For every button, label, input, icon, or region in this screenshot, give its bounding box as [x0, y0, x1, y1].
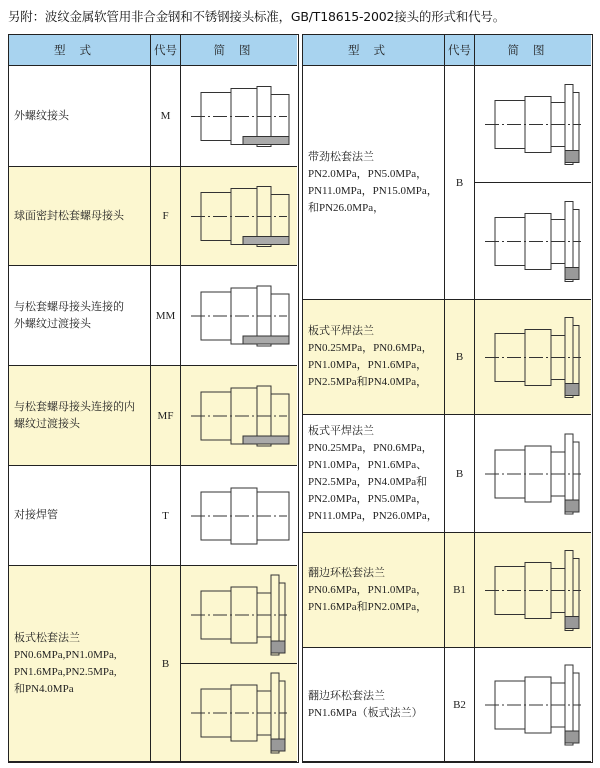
- diagram-cell: [475, 648, 591, 762]
- header-type: 型式: [303, 35, 445, 66]
- plate-weld-flange-drawing-icon: [477, 304, 589, 411]
- code-cell: B: [445, 415, 475, 533]
- right-table: [302, 34, 593, 763]
- code-cell: B2: [445, 648, 475, 762]
- loose-plate-flange-drawing-icon: [183, 569, 295, 661]
- type-cell: 带劲松套法兰 PN2.0MPa，PN5.0MPa， PN11.0MPa，PN15.0MPa， 和PN26.0MPa，: [303, 66, 445, 300]
- code-cell: B1: [445, 533, 475, 648]
- butt-weld-pipe-drawing-icon: [183, 470, 295, 562]
- diagram-cell: [181, 167, 297, 266]
- diagram-cell: [181, 466, 297, 566]
- code-cell: B: [445, 66, 475, 300]
- diagram-cell: [181, 566, 297, 664]
- spherical-seal-nut-fitting-drawing-icon: [183, 171, 295, 262]
- caption: 另附：波纹金属软管用非合金钢和不锈钢接头标准，GB/T18615-2002接头的形式和代号。: [8, 9, 505, 24]
- code-cell: B: [151, 566, 181, 762]
- diagram-cell: [475, 300, 591, 415]
- header-code: 代号: [151, 35, 181, 66]
- neck-loose-flange-drawing-icon: [477, 186, 589, 297]
- diagram-cell: [475, 533, 591, 648]
- female-adapter-drawing-icon: [183, 370, 295, 462]
- neck-loose-flange-drawing-icon: [477, 69, 589, 180]
- code-cell: T: [151, 466, 181, 566]
- type-cell: 与松套螺母接头连接的 外螺纹过渡接头: [9, 266, 151, 366]
- flanged-ring-loose-flange-drawing-icon: [477, 537, 589, 644]
- plate-weld-flange-drawing-icon: [477, 419, 589, 529]
- type-cell: 板式平焊法兰 PN0.25MPa，PN0.6MPa， PN1.0MPa，PN1.6MPa、 PN2.5MPa，PN4.0MPa和 PN2.0MPa，PN5.0MPa， PN11.0MPa，PN26.0MPa，: [303, 415, 445, 533]
- loose-plate-flange-drawing-icon: [183, 667, 295, 759]
- type-cell: 球面密封松套螺母接头: [9, 167, 151, 266]
- header-diagram: 简图: [475, 35, 591, 66]
- header-code: 代号: [445, 35, 475, 66]
- header-diagram: 简图: [181, 35, 297, 66]
- header-type: 型式: [9, 35, 151, 66]
- type-cell: 外螺纹接头: [9, 66, 151, 167]
- type-cell: 翻边环松套法兰 PN0.6MPa，PN1.0MPa， PN1.6MPa和PN2.0MPa，: [303, 533, 445, 648]
- type-cell: 翻边环松套法兰 PN1.6MPa（板式法兰）: [303, 648, 445, 762]
- diagram-cell: [181, 664, 297, 762]
- male-adapter-drawing-icon: [183, 270, 295, 362]
- code-cell: MF: [151, 366, 181, 466]
- left-table: [8, 34, 299, 763]
- type-cell: 对接焊管: [9, 466, 151, 566]
- type-cell: 板式平焊法兰 PN0.25MPa，PN0.6MPa， PN1.0MPa，PN1.6MPa， PN2.5MPa和PN4.0MPa，: [303, 300, 445, 415]
- code-cell: MM: [151, 266, 181, 366]
- type-cell: 板式松套法兰 PN0.6MPa,PN1.0MPa, PN1.6MPa,PN2.5MPa, 和PN4.0MPa: [9, 566, 151, 762]
- flanged-ring-loose-flange-drawing-icon: [477, 652, 589, 758]
- diagram-cell: [181, 266, 297, 366]
- diagram-cell: [181, 366, 297, 466]
- code-cell: M: [151, 66, 181, 167]
- diagram-cell: [475, 66, 591, 183]
- code-cell: B: [445, 300, 475, 415]
- diagram-cell: [475, 415, 591, 533]
- diagram-cell: [181, 66, 297, 167]
- diagram-cell: [475, 183, 591, 300]
- male-thread-fitting-drawing-icon: [183, 70, 295, 163]
- code-cell: F: [151, 167, 181, 266]
- type-cell: 与松套螺母接头连接的内 螺纹过渡接头: [9, 366, 151, 466]
